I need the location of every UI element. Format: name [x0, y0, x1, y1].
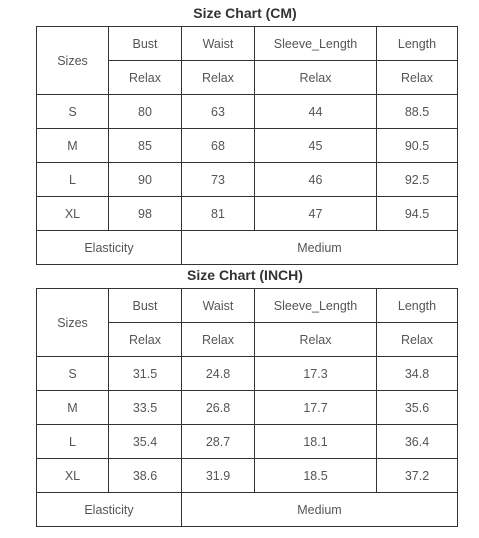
size-chart-cm-table	[36, 26, 458, 265]
fit-cell: Relax	[377, 61, 458, 95]
table-row	[37, 391, 458, 425]
table-row	[37, 425, 458, 459]
table-row	[37, 95, 458, 129]
sleeve-length-header: Sleeve_Length	[255, 289, 377, 323]
length-header: Length	[377, 27, 458, 61]
header-measure-row	[37, 27, 458, 61]
waist-value: 73	[182, 163, 255, 197]
bust-value: 90	[109, 163, 182, 197]
sleeve-length-value: 18.5	[255, 459, 377, 493]
bust-value: 38.6	[109, 459, 182, 493]
bust-value: 98	[109, 197, 182, 231]
fit-cell: Relax	[377, 323, 458, 357]
length-value: 34.8	[377, 357, 458, 391]
waist-value: 68	[182, 129, 255, 163]
sleeve-length-value: 44	[255, 95, 377, 129]
fit-cell: Relax	[255, 61, 377, 95]
size-label: M	[37, 129, 109, 163]
sleeve-length-header: Sleeve_Length	[255, 27, 377, 61]
sleeve-length-value: 47	[255, 197, 377, 231]
waist-value: 31.9	[182, 459, 255, 493]
size-label: XL	[37, 197, 109, 231]
size-chart-cm-title: Size Chart (CM)	[193, 5, 297, 21]
waist-value: 63	[182, 95, 255, 129]
length-value: 90.5	[377, 129, 458, 163]
sleeve-length-value: 17.7	[255, 391, 377, 425]
waist-header: Waist	[182, 27, 255, 61]
bust-value: 85	[109, 129, 182, 163]
size-chart-inch-table	[36, 288, 458, 527]
bust-header: Bust	[109, 289, 182, 323]
header-measure-row	[37, 289, 458, 323]
waist-value: 28.7	[182, 425, 255, 459]
length-value: 37.2	[377, 459, 458, 493]
elasticity-value: Medium	[182, 493, 458, 527]
size-label: S	[37, 357, 109, 391]
sleeve-length-value: 45	[255, 129, 377, 163]
size-label: M	[37, 391, 109, 425]
length-value: 35.6	[377, 391, 458, 425]
fit-cell: Relax	[255, 323, 377, 357]
table-row	[37, 163, 458, 197]
length-value: 92.5	[377, 163, 458, 197]
waist-header: Waist	[182, 289, 255, 323]
waist-value: 24.8	[182, 357, 255, 391]
bust-header: Bust	[109, 27, 182, 61]
table-row	[37, 459, 458, 493]
fit-cell: Relax	[109, 61, 182, 95]
length-header: Length	[377, 289, 458, 323]
elasticity-value: Medium	[182, 231, 458, 265]
elasticity-label: Elasticity	[37, 493, 182, 527]
table-row	[37, 357, 458, 391]
sleeve-length-value: 17.3	[255, 357, 377, 391]
length-value: 94.5	[377, 197, 458, 231]
bust-value: 35.4	[109, 425, 182, 459]
elasticity-label: Elasticity	[37, 231, 182, 265]
waist-value: 26.8	[182, 391, 255, 425]
bust-value: 33.5	[109, 391, 182, 425]
fit-cell: Relax	[109, 323, 182, 357]
waist-value: 81	[182, 197, 255, 231]
size-chart-inch-title: Size Chart (INCH)	[187, 267, 303, 283]
sizes-header: Sizes	[37, 27, 109, 95]
fit-cell: Relax	[182, 61, 255, 95]
size-label: XL	[37, 459, 109, 493]
fit-cell: Relax	[182, 323, 255, 357]
length-value: 36.4	[377, 425, 458, 459]
bust-value: 31.5	[109, 357, 182, 391]
table-row	[37, 197, 458, 231]
bust-value: 80	[109, 95, 182, 129]
sleeve-length-value: 18.1	[255, 425, 377, 459]
size-label: L	[37, 425, 109, 459]
size-label: S	[37, 95, 109, 129]
length-value: 88.5	[377, 95, 458, 129]
sleeve-length-value: 46	[255, 163, 377, 197]
elasticity-row	[37, 493, 458, 527]
elasticity-row	[37, 231, 458, 265]
sizes-header: Sizes	[37, 289, 109, 357]
table-row	[37, 129, 458, 163]
size-label: L	[37, 163, 109, 197]
